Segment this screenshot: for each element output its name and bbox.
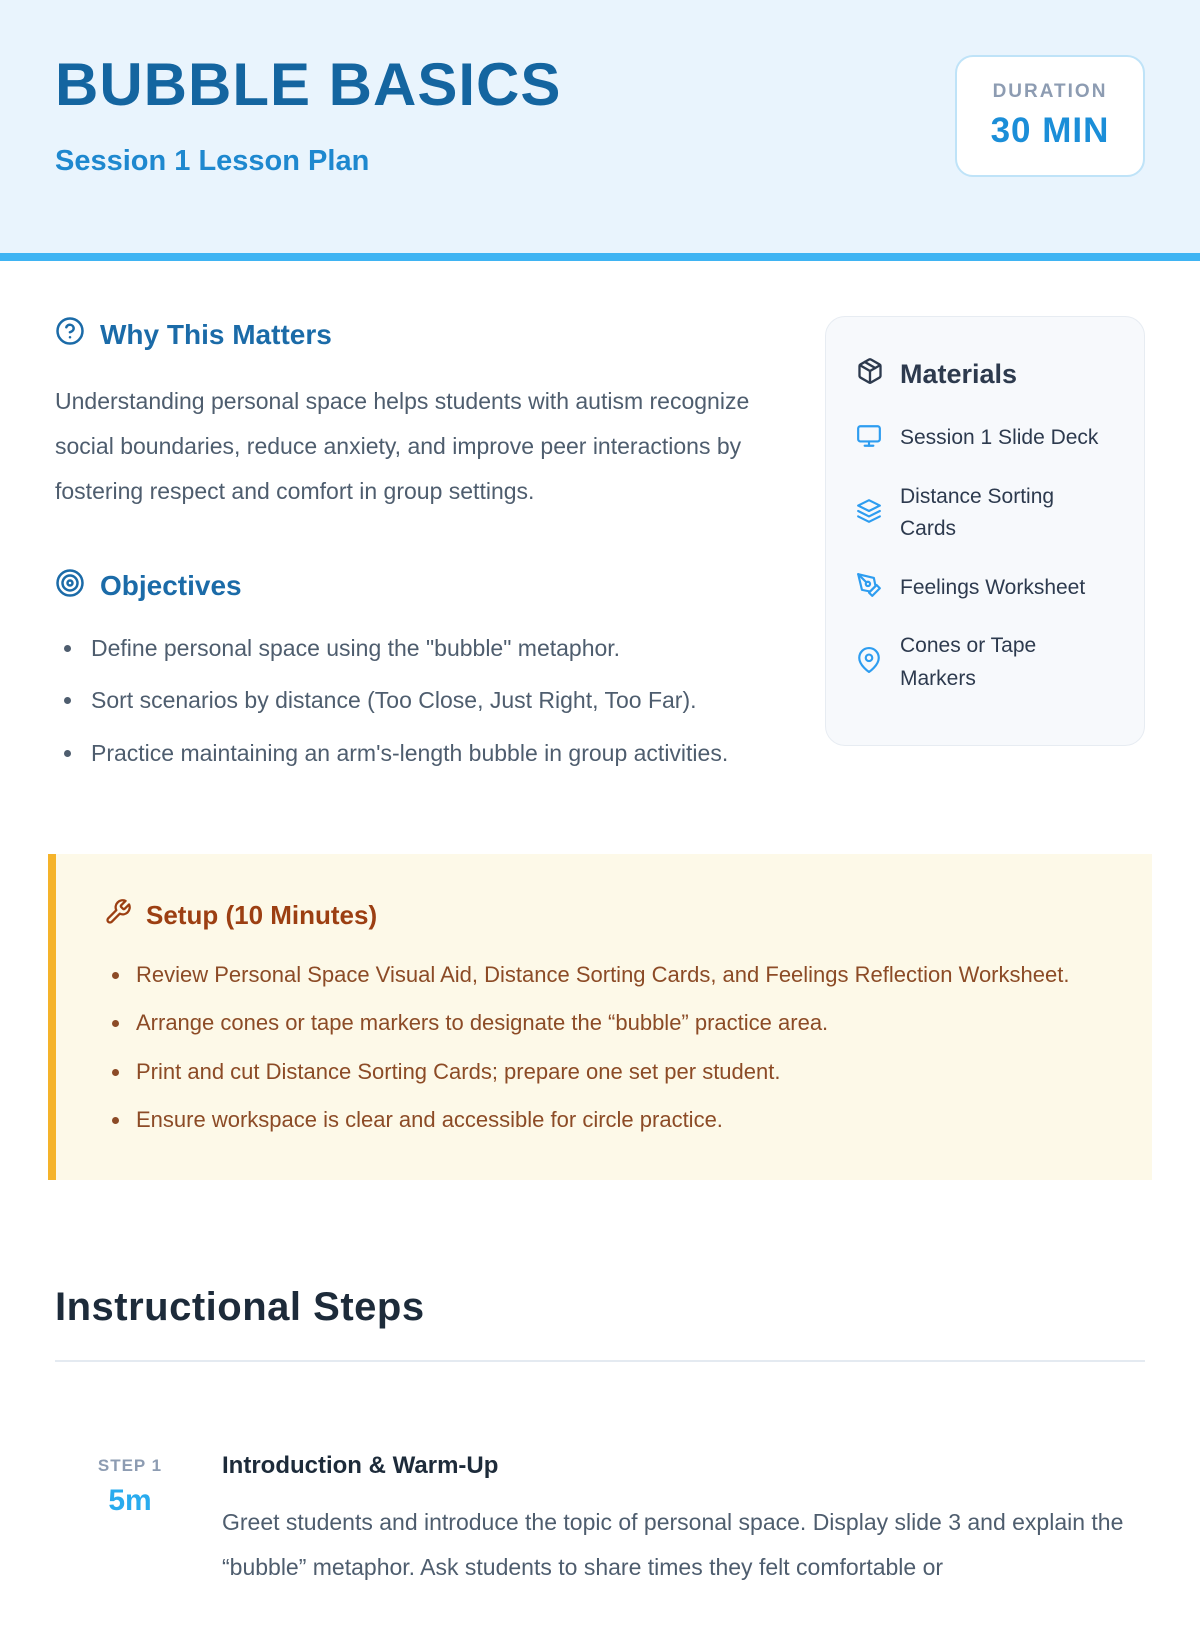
pen-icon [856,572,882,603]
monitor-icon [856,423,882,454]
list-item: • Print and cut Distance Sorting Cards; prepare one set per student. [132,1054,1102,1090]
two-column-layout [55,316,1145,784]
left-column [55,316,795,784]
materials-heading [856,357,1114,392]
materials-item-label: Feelings Worksheet [900,575,1086,599]
materials-item-label: Distance Sorting Cards [900,484,1055,541]
package-icon [856,357,884,392]
divider [55,1360,1145,1362]
materials-item [856,630,1114,695]
step-body: Greet students and introduce the topic of personal space. Display slide 3 and explain the “bubble” metaphor. Ask students to share times they felt comfortable or [222,1509,1124,1581]
objectives-heading [55,568,775,605]
setup-label: Setup (10 Minutes) [146,900,378,931]
page-subtitle: Session 1 Lesson Plan [55,145,370,177]
list-item: • Define personal space using the "bubble" metaphor. [85,627,775,670]
step-time: 5m [108,1484,152,1518]
list-item: • Arrange cones or tape markers to designate the “bubble” practice area. [132,1005,1102,1041]
materials-item [856,481,1114,546]
materials-list [856,422,1114,695]
wrench-icon [104,898,132,933]
list-item: • Review Personal Space Visual Aid, Distance Sorting Cards, and Feelings Reflection Worksheet. [132,957,1102,993]
target-icon [55,568,85,605]
instructional-steps-heading: Instructional Steps [55,1285,425,1330]
step-label: STEP 1 [97,1456,163,1476]
materials-item [856,572,1114,605]
list-item: • Practice maintaining an arm's-length bubble in group activities. [85,732,775,775]
why-this-matters-body: Understanding personal space helps students with autism recognize social boundaries, reduce anxiety, and improve peer interactions by fostering respect and comfort in group settings. [55,388,750,504]
duration-card [955,55,1145,177]
materials-label: Materials [900,359,1018,389]
step-meta [55,1452,205,1518]
duration-label: DURATION [992,81,1108,102]
header-titles [55,51,562,178]
step-row [55,1452,1145,1590]
map-pin-icon [856,647,882,678]
setup-heading [104,898,1102,933]
why-this-matters-label: Why This Matters [100,318,332,350]
list-item: • Sort scenarios by distance (Too Close, Just Right, Too Far). [85,679,775,722]
why-this-matters-heading [55,316,775,353]
page-title: BUBBLE BASICS [55,51,562,118]
main-content [0,261,1200,1645]
step-title: Introduction & Warm-Up [222,1452,499,1480]
layers-icon [856,498,882,529]
step-content [222,1452,1145,1590]
help-circle-icon [55,316,85,353]
materials-item [856,422,1114,455]
list-item: • Ensure workspace is clear and accessible for circle practice. [132,1102,1102,1138]
materials-item-label: Session 1 Slide Deck [900,426,1099,449]
materials-card [825,316,1145,746]
duration-value: 30 MIN [990,111,1110,150]
objectives-list [55,627,775,775]
objectives-label: Objectives [100,570,242,602]
setup-callout [48,854,1152,1180]
setup-list [104,957,1102,1138]
page-header [0,0,1200,261]
materials-item-label: Cones or Tape Markers [900,634,1037,690]
